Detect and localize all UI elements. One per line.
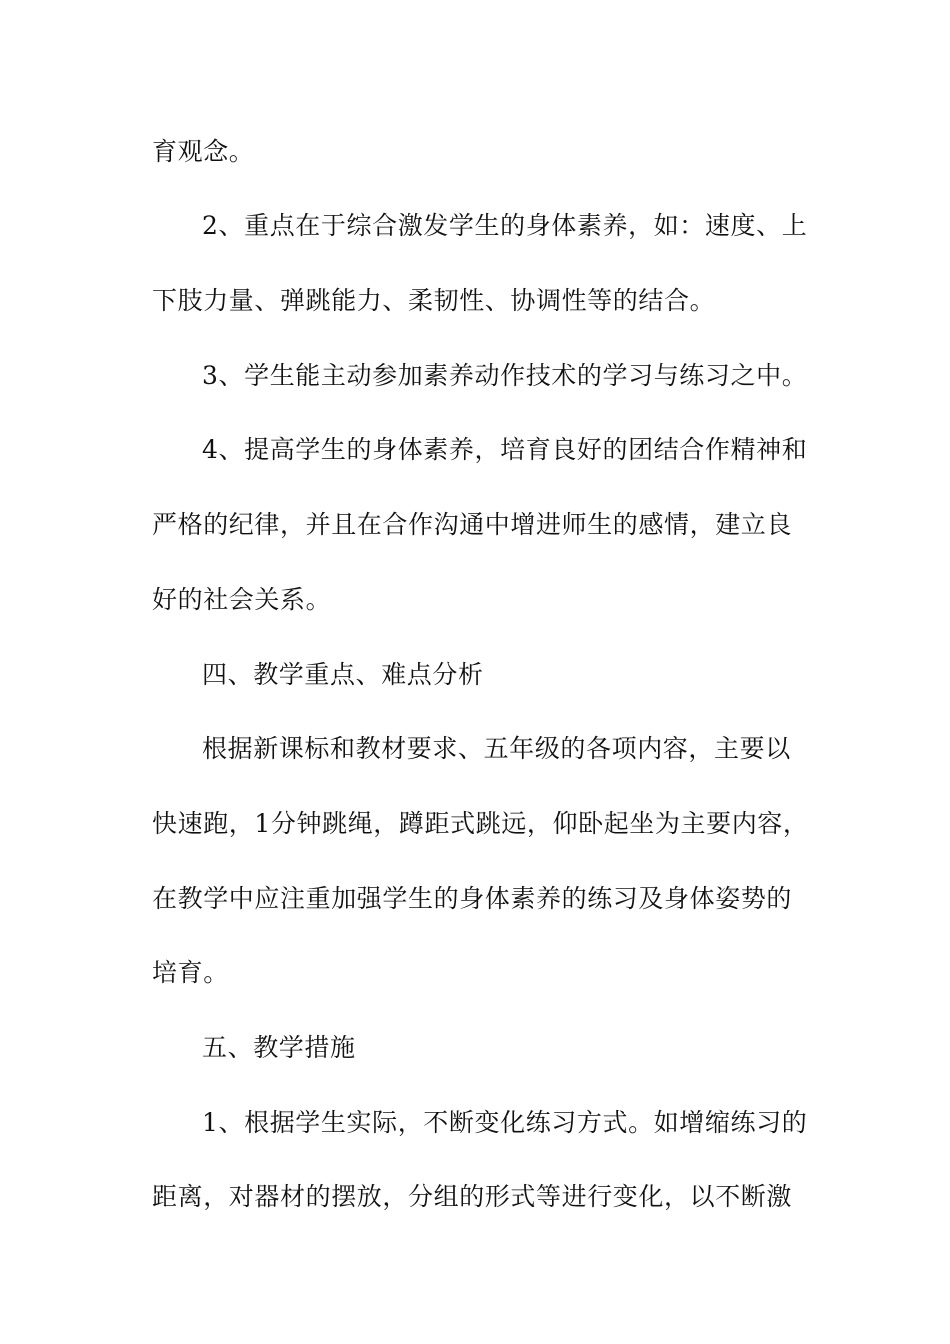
text-line: 严格的纪律，并且在合作沟通中增进师生的感情，建立良	[152, 510, 793, 539]
text-line: 育观念。	[152, 137, 255, 166]
text-line: 好的社会关系。	[152, 585, 332, 614]
text-line: 下肢力量、弹跳能力、柔韧性、协调性等的结合。	[152, 286, 716, 315]
text-line: 距离，对器材的摆放，分组的形式等进行变化，以不断激	[152, 1182, 793, 1211]
list-item-2: 2、重点在于综合激发学生的身体素养，如：速度、上	[202, 211, 808, 240]
text-line: 在教学中应注重加强学生的身体素养的练习及身体姿势的	[152, 884, 793, 913]
list-item-1: 1、根据学生实际，不断变化练习方式。如增缩练习的	[202, 1108, 808, 1137]
section-heading-4: 四、教学重点、难点分析	[202, 660, 484, 689]
paragraph-start: 根据新课标和教材要求、五年级的各项内容，主要以	[202, 734, 791, 763]
list-item-3: 3、学生能主动参加素养动作技术的学习与练习之中。	[202, 361, 808, 390]
list-item-4: 4、提高学生的身体素养，培育良好的团结合作精神和	[202, 435, 808, 464]
text-line: 培育。	[152, 958, 229, 987]
text-line: 快速跑，1分钟跳绳，蹲距式跳远，仰卧起坐为主要内容，	[152, 809, 809, 838]
section-heading-5: 五、教学措施	[202, 1033, 356, 1062]
